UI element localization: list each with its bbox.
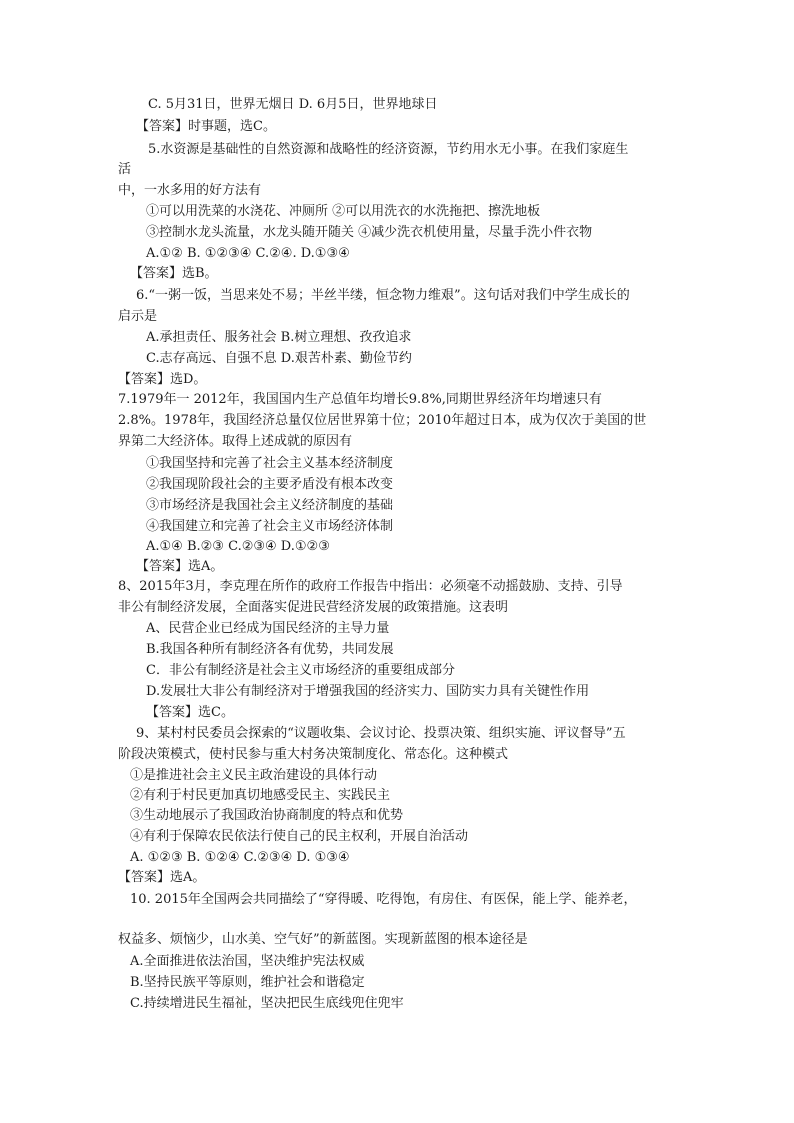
text-line: 启示是 (118, 309, 158, 324)
text-line: 非公有制经济发展，全面落实促进民营经济发展的政策措施。这表明 (118, 600, 509, 615)
option-line: ①可以用洗菜的水浇花、冲厕所 ②可以用洗衣的水洗拖把、擦洗地板 (146, 204, 541, 219)
text-line: C. 5月31日，世界无烟日 D. 6月5日，世界地球日 (148, 97, 438, 112)
choice-line: A、民营企业已经成为国民经济的主导力量 (146, 621, 390, 636)
question-line: 5.水资源是基础性的自然资源和战略性的经济资源，节约用水无小事。在我们家庭生 (148, 142, 629, 157)
option-line: ②有利于村民更加真切地感受民主、实践民主 (130, 788, 391, 803)
answer-line: 【答案】选A。 (136, 559, 224, 574)
text-line: 2.8%。1978年，我国经济总量仅位居世界第十位；2010年超过日本，成为仅次于美国的世 (118, 413, 647, 428)
choice-line: A.①② B. ①②③④ C.②④. D.①③④ (146, 246, 350, 261)
option-line: ④我国建立和完善了社会主义市场经济体制 (146, 519, 394, 534)
choice-line: A. ①②③ B. ①②④ C.②③④ D. ①③④ (130, 850, 350, 865)
choice-line: A.承担责任、服务社会 B.树立理想、孜孜追求 (146, 330, 412, 345)
answer-line: 【答案】选D。 (118, 372, 207, 387)
text-line: 界第二大经济体。取得上述成就的原因有 (118, 434, 353, 449)
question-line: 8、2015年3月，李克理在所作的政府工作报告中指出：必须毫不动摇鼓励、支持、引导 (118, 579, 623, 594)
choice-line: A.①④ B.②③ C.②③④ D.①②③ (146, 539, 330, 554)
answer-line: 【答案】选B。 (130, 266, 218, 281)
option-line: ③市场经济是我国社会主义经济制度的基础 (146, 498, 394, 513)
question-line: 7.1979年一 2012年，我国国内生产总值年均增长9.8%,同期世界经济年均增速只有 (118, 392, 602, 407)
option-line: ③控制水龙头流量，水龙头随开随关 ④减少洗衣机使用量，尽量手洗小件衣物 (146, 225, 593, 240)
option-line: ①我国坚持和完善了社会主义基本经济制度 (146, 456, 394, 471)
choice-line: C．非公有制经济是社会主义市场经济的重要组成部分 (146, 663, 455, 678)
answer-line: 【答案】选A。 (118, 870, 206, 885)
option-line: ③生动地展示了我国政治协商制度的特点和优势 (130, 808, 404, 823)
choice-line: C.志存高远、自强不息 D.艰苦朴素、勤俭节约 (146, 351, 412, 366)
question-line: 9、某村村民委员会探索的“议题收集、会议讨论、投票决策、组织实施、评议督导”五 (136, 726, 626, 741)
text-line: 活 (118, 162, 132, 177)
choice-line: C.持续增进民生福祉，坚决把民生底线兜住兜牢 (130, 996, 404, 1011)
option-line: ②我国现阶段社会的主要矛盾没有根本改变 (146, 477, 394, 492)
question-line: 10. 2015年全国两会共同描绘了“穿得暖、吃得饱，有房住、有医保，能上学、能养老， (130, 892, 637, 907)
choice-line: D.发展壮大非公有制经济对于增强我国的经济实力、国防实力具有关键性作用 (146, 684, 590, 699)
text-line: 权益多、烦恼少，山水美、空气好”的新蓝图。实现新蓝图的根本途径是 (118, 932, 528, 947)
text-line: 阶段决策模式，使村民参与重大村务决策制度化、常态化。这种模式 (118, 747, 509, 762)
answer-line: 【答案】时事题，选C。 (136, 119, 276, 134)
question-line: 6.“一粥一饭，当思来处不易；半丝半缕，恒念物力维艰”。这句话对我们中学生成长的 (136, 288, 630, 303)
choice-line: A.全面推进依法治国，坚决维护宪法权威 (130, 954, 365, 969)
answer-line: 【答案】选C。 (146, 705, 234, 720)
text-line: 中，一水多用的好方法有 (118, 183, 262, 198)
option-line: ④有利于保障农民依法行使自己的民主权利，开展自治活动 (130, 829, 469, 844)
choice-line: B.我国各种所有制经济各有优势，共同发展 (146, 642, 394, 657)
option-line: ①是推进社会主义民主政治建设的具体行动 (130, 768, 378, 783)
choice-line: B.坚持民族平等原则，维护社会和谐稳定 (130, 975, 365, 990)
